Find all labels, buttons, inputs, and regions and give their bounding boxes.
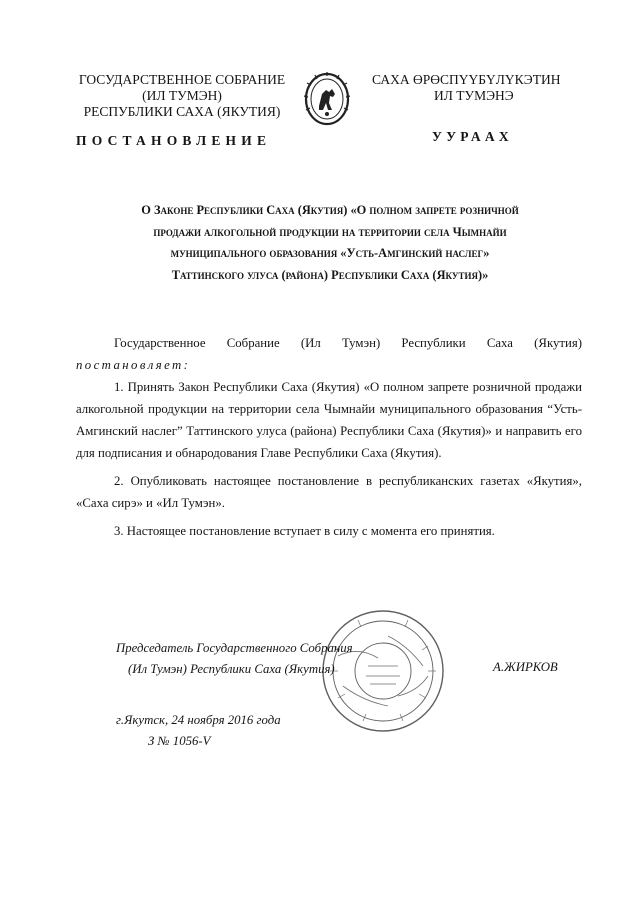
header-right-line-1: САХА ӨРӨСПҮҮБҮЛҮКЭТИН: [372, 72, 561, 87]
title-line-1: О Законе Республики Саха (Якутия) «О полном запрете розничной: [141, 203, 519, 217]
title-line-4: Таттинского улуса (района) Республики Саха (Якутия)»: [171, 267, 489, 282]
header-left-line-3: РЕСПУБЛИКИ САХА (ЯКУТИЯ): [83, 104, 281, 119]
signer-name: А.ЖИРКОВ: [493, 660, 558, 674]
place-and-date: г.Якутск, 24 ноября 2016 года: [116, 713, 281, 727]
item-3: 3. Настоящее постановление вступает в силу с момента его принятия.: [114, 524, 495, 538]
signature-position-line-1: Председатель Государственного Собрания: [116, 641, 353, 655]
header-right: [372, 72, 582, 104]
header-right-line-2: ИЛ ТУМЭНЭ: [434, 88, 514, 103]
header-left-line-2: (ИЛ ТУМЭН): [142, 88, 222, 103]
item-1: 1. Принять Закон Республики Саха (Якутия) «О полном запрете розничной продажи алкогольной продукции на территории села Чымнайи муниципального образования “Усть-Амгинский наслег” Таттинского улуса (района) Республики Саха (Якутия)» и направить его для подписания и обнародования Главе Республики Саха (Якутия).: [76, 380, 582, 460]
signature-position: [116, 638, 353, 680]
intro-paragraph: Государственное Собрание (Ил Тумэн) Республики Саха (Якутия): [114, 336, 582, 350]
doc-type-ru: ПОСТАНОВЛЕНИЕ: [76, 133, 272, 148]
document-body: [76, 332, 582, 542]
header-left-line-1: ГОСУДАРСТВЕННОЕ СОБРАНИЕ: [78, 72, 286, 87]
document-number: З № 1056-V: [148, 734, 211, 748]
signature-position-line-2: (Ил Тумэн) Республики Саха (Якутия): [128, 662, 335, 676]
doc-type-sakha: УУРААХ: [432, 129, 513, 144]
title-line-2: продажи алкогольной продукции на территории села Чымнайи: [153, 224, 507, 239]
header-left: [62, 72, 302, 120]
resolves-label: постановляет:: [76, 358, 191, 372]
item-2: 2. Опубликовать настоящее постановление в республиканских газетах «Якутия», «Саха сирэ» и «Ил Тумэн».: [76, 474, 582, 510]
title-line-3: муниципального образования «Усть-Амгинский наслег»: [170, 246, 490, 260]
footer-place-date: [116, 710, 281, 752]
document-title: [95, 200, 565, 286]
coat-of-arms-emblem-icon: [302, 70, 352, 128]
